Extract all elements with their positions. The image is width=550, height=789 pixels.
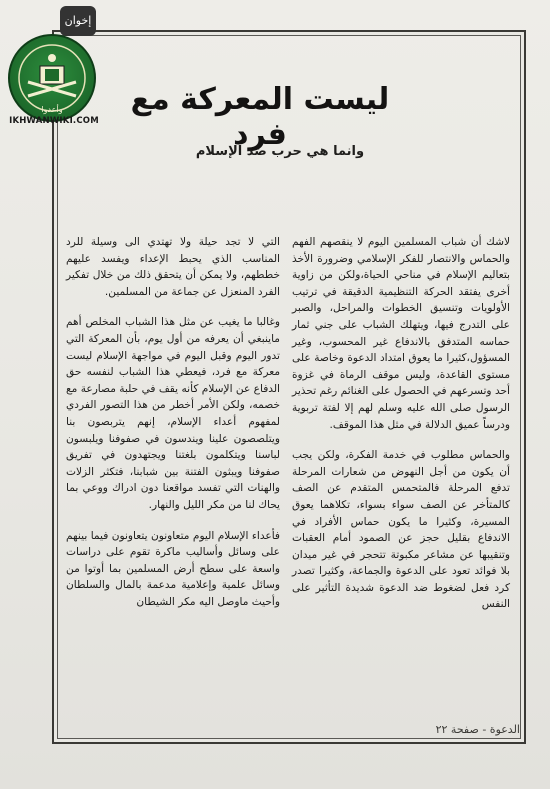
- ikhwan-emblem-icon: [8, 34, 96, 122]
- article-column-right: [292, 234, 510, 627]
- article-title: ليست المعركة مع فرد: [130, 82, 390, 152]
- watermark-badge: إخوان: [60, 6, 96, 36]
- emblem-motto: وأعدوا: [41, 105, 63, 114]
- paragraph: لاشك أن شباب المسلمين اليوم لا ينقصهم الفهم والحماس والانتصار للفكر الإسلامي وضرورة الأخذ بتعاليم الإسلام في مناحي الحياة،ولكن من زاوية أخرى يفتقد الحركة التنظيمية الدقيقة في ترتيب الأولويات وتنسيق الخطوات والمراحل، والصبر على التدرج فيها، ويتهلك الشباب على جني ثمار حماسه المتدفق بالاندفاع غير المحسوب، وغير المسؤول،كثيرا ما يعوق امتداد الدعوة وخاصة على مستوى القاعدة، وليس موقف الرماة في غزوة أحد وتسرعهم في الحصول على الغنائم رغم تحذير الرسول صلى الله عليه وسلم لهم إلا لفتة تربوية ودرساً عميق الدلالة في مثل هذا الموقف.: [292, 236, 510, 431]
- paragraph: والحماس مطلوب في خدمة الفكرة، ولكن يجب أن يكون من أجل النهوض من شعارات المرحلة تدفع المرحلة فالمتحمس المتقدم عن الصف كالمتأخر عن الصف سواء بسواء، تكلاهما يعوق المسيرة، وكثيرا ما يكون حماس الأفراد في الاندفاع بقليل حجز عن الصمود أمام العقبات وتنقيبها عن مشاعر مكبوتة تتحجر في غير ميدان بلا فوائد تعود على الدعوة والجماعة، وكثيرا تصدر كرد فعل لضغوط ضد الدعوة شديدة التأثير على النفس: [292, 449, 510, 611]
- article-subtitle: وانما هي حرب ضد الإسلام: [195, 144, 365, 159]
- paragraph: وغالبا ما يغيب عن مثل هذا الشباب المخلص أهم ماينبغي أن يعرفه من أول يوم، بأن المعركة التي تدور اليوم وقبل اليوم في مواجهة الإسلام ليست معركة مع فرد، فيعطي هذا الشباب لنفسه حق الدفاع عن الإسلام كأنه يقف في حلبة مصارعة مع خصمه، ولكن الأمر أخطر من هذا التصور الفردي لمفهوم أعداء الإسلام، إنهم يتربصون بنا ويتلصصون علينا ويندسون في صفوفنا ويلبسون لباسنا ويتكلمون بلغتنا ويجتهدون في تفريق صفوفنا ويبثون الفتنة بين شبابنا، فتكثر الزلات والهنات التي تفسد مواقعنا دون ادراك ووعي بما يحاك لنا من مكر الليل والنهار.: [66, 316, 280, 511]
- site-watermark: [4, 6, 99, 126]
- emblem-swords-icon: [10, 36, 94, 120]
- watermark-site-url[interactable]: IKHWANWIKI.COM: [9, 116, 99, 126]
- paragraph: فأعداء الإسلام اليوم متعاونون يتعاونون فيما بينهم على وسائل وأساليب ماكرة تقوم على دراسات واسعة على سطح أرض المسلمين بما أوتوا من وسائل علمية وإعلامية مدعمة بالمال والسلطان وأحيث ماوصل اليه مكر الشيطان: [66, 529, 280, 608]
- paragraph: التي لا تجد حيلة ولا تهتدي الى وسيلة للرد المناسب الذي يحبط الإعداء ويفسد عليهم خططهم، ولا يمكن أن يتحقق ذلك من خلال تفكير الفرد المنعزل عن جماعة من المسلمين.: [66, 236, 280, 298]
- article-column-left: [66, 234, 280, 624]
- page-footer: الدعوة - صفحة ٢٢: [435, 723, 520, 736]
